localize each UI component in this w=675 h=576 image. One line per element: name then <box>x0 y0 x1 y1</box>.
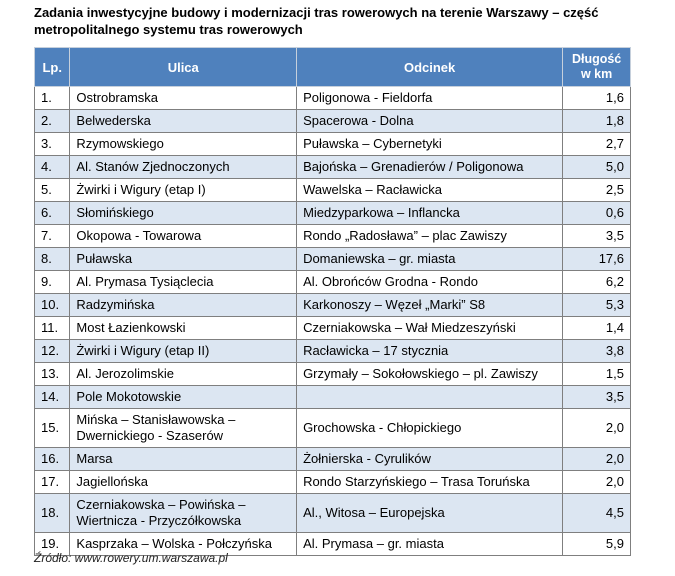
cell-odcinek: Miedzyparkowa – Inflancka <box>297 202 563 225</box>
bike-routes-table <box>34 47 631 556</box>
col-header-dlugosc: Długość w km <box>563 48 631 87</box>
col-header-lp: Lp. <box>35 48 70 87</box>
cell-lp: 3. <box>35 133 70 156</box>
cell-lp: 6. <box>35 202 70 225</box>
cell-ulica: Żwirki i Wigury (etap I) <box>70 179 297 202</box>
cell-ulica: Żwirki i Wigury (etap II) <box>70 340 297 363</box>
cell-lp: 4. <box>35 156 70 179</box>
table-row <box>35 363 631 386</box>
cell-ulica: Czerniakowska – Powińska – Wiertnicza - Przyczółkowska <box>70 494 297 533</box>
header-row <box>35 48 631 87</box>
cell-lp: 8. <box>35 248 70 271</box>
cell-dlugosc: 1,4 <box>563 317 631 340</box>
cell-ulica: Puławska <box>70 248 297 271</box>
cell-lp: 17. <box>35 471 70 494</box>
cell-ulica: Słomińskiego <box>70 202 297 225</box>
cell-lp: 15. <box>35 409 70 448</box>
cell-lp: 10. <box>35 294 70 317</box>
cell-ulica: Radzymińska <box>70 294 297 317</box>
cell-odcinek: Al. Prymasa – gr. miasta <box>297 533 563 556</box>
source-note: Źródło: www.rowery.um.warszawa.pl <box>34 551 228 565</box>
table-row <box>35 225 631 248</box>
cell-odcinek: Al. Obrońców Grodna - Rondo <box>297 271 563 294</box>
cell-ulica: Kasprzaka – Wolska - Połczyńska <box>70 533 297 556</box>
cell-dlugosc: 2,0 <box>563 448 631 471</box>
cell-lp: 12. <box>35 340 70 363</box>
cell-odcinek: Wawelska – Racławicka <box>297 179 563 202</box>
cell-dlugosc: 3,8 <box>563 340 631 363</box>
cell-odcinek: Al., Witosa – Europejska <box>297 494 563 533</box>
table-row <box>35 471 631 494</box>
table-row <box>35 317 631 340</box>
cell-dlugosc: 5,0 <box>563 156 631 179</box>
table-row <box>35 494 631 533</box>
cell-odcinek: Grzymały – Sokołowskiego – pl. Zawiszy <box>297 363 563 386</box>
cell-odcinek: Rondo Starzyńskiego – Trasa Toruńska <box>297 471 563 494</box>
cell-ulica: Al. Stanów Zjednoczonych <box>70 156 297 179</box>
table-row <box>35 110 631 133</box>
table-row <box>35 386 631 409</box>
cell-odcinek: Karkonoszy – Węzeł „Marki” S8 <box>297 294 563 317</box>
cell-odcinek: Puławska – Cybernetyki <box>297 133 563 156</box>
cell-ulica: Al. Jerozolimskie <box>70 363 297 386</box>
cell-odcinek: Grochowska - Chłopickiego <box>297 409 563 448</box>
table-row <box>35 294 631 317</box>
cell-lp: 19. <box>35 533 70 556</box>
cell-dlugosc: 17,6 <box>563 248 631 271</box>
cell-dlugosc: 2,0 <box>563 471 631 494</box>
cell-dlugosc: 2,7 <box>563 133 631 156</box>
cell-ulica: Ostrobramska <box>70 87 297 110</box>
table-row <box>35 202 631 225</box>
cell-ulica: Al. Prymasa Tysiąclecia <box>70 271 297 294</box>
cell-lp: 9. <box>35 271 70 294</box>
cell-dlugosc: 4,5 <box>563 494 631 533</box>
table-row <box>35 448 631 471</box>
table-row <box>35 248 631 271</box>
cell-dlugosc: 1,8 <box>563 110 631 133</box>
cell-odcinek: Racławicka – 17 stycznia <box>297 340 563 363</box>
cell-lp: 11. <box>35 317 70 340</box>
cell-lp: 13. <box>35 363 70 386</box>
cell-lp: 2. <box>35 110 70 133</box>
cell-odcinek: Spacerowa - Dolna <box>297 110 563 133</box>
cell-odcinek: Bajońska – Grenadierów / Poligonowa <box>297 156 563 179</box>
cell-dlugosc: 3,5 <box>563 225 631 248</box>
table-row <box>35 409 631 448</box>
cell-dlugosc: 0,6 <box>563 202 631 225</box>
cell-odcinek: Domaniewska – gr. miasta <box>297 248 563 271</box>
cell-dlugosc: 2,5 <box>563 179 631 202</box>
cell-odcinek: Żołnierska - Cyrulików <box>297 448 563 471</box>
cell-ulica: Jagiellońska <box>70 471 297 494</box>
table-row <box>35 271 631 294</box>
cell-dlugosc: 5,9 <box>563 533 631 556</box>
cell-ulica: Belwederska <box>70 110 297 133</box>
cell-odcinek: Czerniakowska – Wał Miedzeszyński <box>297 317 563 340</box>
cell-dlugosc: 2,0 <box>563 409 631 448</box>
table-row <box>35 156 631 179</box>
cell-ulica: Rzymowskiego <box>70 133 297 156</box>
cell-lp: 1. <box>35 87 70 110</box>
table-row <box>35 179 631 202</box>
cell-dlugosc: 6,2 <box>563 271 631 294</box>
cell-dlugosc: 1,5 <box>563 363 631 386</box>
cell-odcinek <box>297 386 563 409</box>
cell-lp: 14. <box>35 386 70 409</box>
table-row <box>35 133 631 156</box>
cell-odcinek: Rondo „Radosława” – plac Zawiszy <box>297 225 563 248</box>
cell-ulica: Most Łazienkowski <box>70 317 297 340</box>
table-row <box>35 340 631 363</box>
cell-odcinek: Poligonowa - Fieldorfa <box>297 87 563 110</box>
table-row <box>35 87 631 110</box>
cell-dlugosc: 3,5 <box>563 386 631 409</box>
cell-lp: 7. <box>35 225 70 248</box>
cell-lp: 16. <box>35 448 70 471</box>
cell-dlugosc: 1,6 <box>563 87 631 110</box>
cell-ulica: Okopowa - Towarowa <box>70 225 297 248</box>
cell-ulica: Marsa <box>70 448 297 471</box>
cell-lp: 18. <box>35 494 70 533</box>
cell-ulica: Mińska – Stanisławowska – Dwernickiego - Szaserów <box>70 409 297 448</box>
cell-ulica: Pole Mokotowskie <box>70 386 297 409</box>
cell-lp: 5. <box>35 179 70 202</box>
cell-dlugosc: 5,3 <box>563 294 631 317</box>
col-header-odcinek: Odcinek <box>297 48 563 87</box>
table-title: Zadania inwestycyjne budowy i modernizacji tras rowerowych na terenie Warszawy – część metropolitalnego systemu tras rowerowych <box>34 5 599 37</box>
col-header-ulica: Ulica <box>70 48 297 87</box>
